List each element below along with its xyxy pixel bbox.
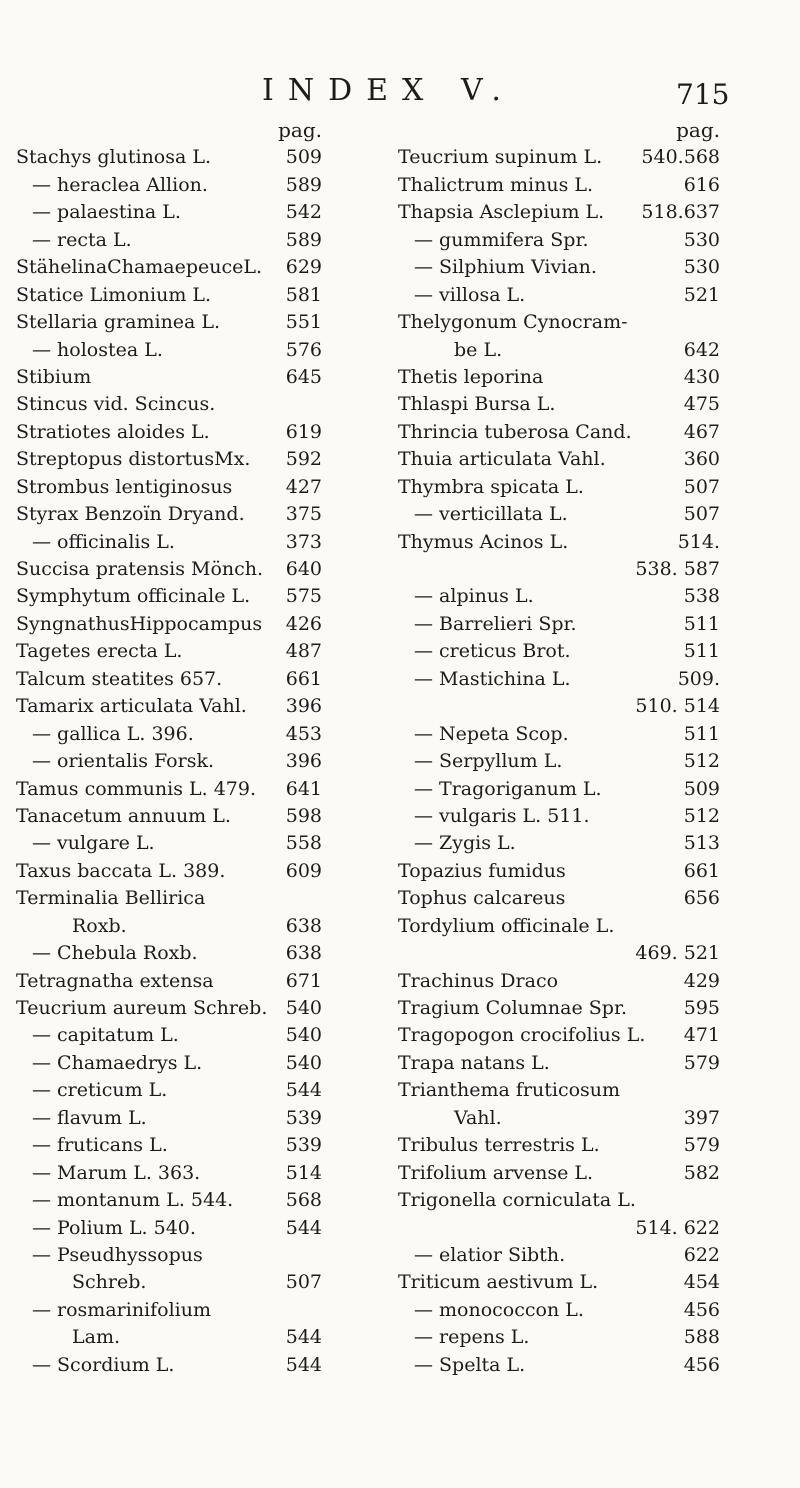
entry-page-ref: 656 — [683, 887, 720, 910]
entry-term: Thapsia Asclepium L. — [398, 201, 605, 224]
entry-page-ref: 540.568 — [641, 146, 720, 169]
entry-page-ref: 454 — [683, 1271, 720, 1294]
entry-term: — villosa L. — [414, 283, 526, 306]
entry-term: — flavum L. — [32, 1106, 147, 1129]
entry-term: Tophus calcareus — [398, 887, 566, 910]
index-entry — [16, 803, 322, 830]
index-entry — [16, 391, 322, 418]
entry-term: — Tragoriganum L. — [414, 777, 602, 800]
entry-term: — montanum L. 544. — [32, 1189, 234, 1212]
entry-page-ref: 589 — [285, 228, 322, 251]
index-entry — [16, 1215, 322, 1242]
index-entry — [398, 693, 720, 720]
index-entry — [16, 1022, 322, 1049]
page-number: 715 — [676, 78, 730, 111]
entry-page-ref: 609 — [285, 859, 322, 882]
entry-term: — fruticans L. — [32, 1134, 168, 1157]
index-entry — [398, 1050, 720, 1077]
entry-term: — creticum L. — [32, 1079, 168, 1102]
index-entry — [16, 1050, 322, 1077]
entry-page-ref: 456 — [683, 1353, 720, 1376]
entry-term: Trachinus Draco — [398, 969, 559, 992]
entry-page-ref: 540 — [285, 1024, 322, 1047]
entry-page-ref: 512 — [683, 750, 720, 773]
index-entry — [398, 1187, 720, 1214]
entry-term: be L. — [454, 338, 503, 361]
entry-page-ref: 510. 514 — [635, 695, 720, 718]
entry-term: — heraclea Allion. — [32, 173, 208, 196]
entry-page-ref: 581 — [285, 283, 322, 306]
entry-term: StähelinaChamaepeuceL. — [16, 256, 263, 279]
entry-term: Thymbra spicata L. — [398, 475, 584, 498]
index-entry — [16, 583, 322, 610]
entry-page-ref: 638 — [285, 914, 322, 937]
entry-term: Tanacetum annuum L. — [16, 804, 231, 827]
entry-page-ref: 521 — [683, 283, 720, 306]
index-entry — [16, 693, 322, 720]
index-entry — [16, 254, 322, 281]
entry-page-ref: 539 — [285, 1106, 322, 1129]
entry-page-ref: 396 — [285, 695, 322, 718]
entry-term: Stratiotes aloides L. — [16, 420, 210, 443]
entry-term: — vulgare L. — [32, 832, 155, 855]
entry-term: — holostea L. — [32, 338, 163, 361]
entry-term: — Serpyllum L. — [414, 750, 563, 773]
entry-page-ref: 661 — [683, 859, 720, 882]
index-entry — [398, 858, 720, 885]
index-entry — [16, 666, 322, 693]
index-entry — [16, 1105, 322, 1132]
index-entry — [398, 940, 720, 967]
index-entry — [16, 885, 322, 912]
index-entry — [398, 1215, 720, 1242]
running-head-title: INDEX V. — [262, 73, 515, 108]
entry-page-ref: 426 — [285, 612, 322, 635]
entry-page-ref: 511 — [683, 640, 720, 663]
index-entry — [16, 446, 322, 473]
entry-term: — rosmarinifolium — [32, 1298, 212, 1321]
index-entry — [16, 721, 322, 748]
entry-term: — palaestina L. — [32, 201, 181, 224]
index-entry — [16, 940, 322, 967]
index-entry — [16, 913, 322, 940]
entry-page-ref: 638 — [285, 942, 322, 965]
entry-page-ref: 582 — [683, 1161, 720, 1184]
entry-page-ref: 588 — [683, 1326, 720, 1349]
index-entry — [398, 309, 720, 336]
index-entry — [16, 309, 322, 336]
entry-page-ref: 671 — [285, 969, 322, 992]
entry-term: Statice Limonium L. — [16, 283, 212, 306]
entry-term: — alpinus L. — [414, 585, 534, 608]
entry-page-ref: 640 — [285, 558, 322, 580]
entry-page-ref: 598 — [285, 804, 322, 827]
entry-term: — orientalis Forsk. — [32, 750, 214, 773]
entry-page-ref: 487 — [285, 640, 322, 663]
index-entry — [398, 1324, 720, 1351]
entry-page-ref: 430 — [683, 365, 720, 388]
index-entry — [398, 172, 720, 199]
entry-term: — Zygis L. — [414, 832, 516, 855]
index-entry — [16, 419, 322, 446]
pag-label: pag. — [676, 118, 720, 142]
entry-term: Trifolium arvense L. — [398, 1161, 594, 1184]
entry-page-ref: 511 — [683, 612, 720, 635]
index-entry — [398, 199, 720, 226]
index-entry — [398, 666, 720, 693]
entry-term: Thuia articulata Vahl. — [398, 448, 606, 471]
index-entry — [398, 803, 720, 830]
entry-page-ref: 530 — [683, 228, 720, 251]
entry-term: Stachys glutinosa L. — [16, 146, 212, 169]
entry-term: Thelygonum Cynocram- — [398, 311, 628, 334]
entry-term: Strombus lentiginosus — [16, 475, 233, 498]
entry-page-ref: 540 — [285, 997, 322, 1019]
entry-term: — capitatum L. — [32, 1024, 179, 1047]
index-entry — [398, 529, 720, 556]
pag-label: pag. — [278, 118, 322, 142]
index-entry — [16, 995, 322, 1022]
index-entry — [398, 391, 720, 418]
index-entry — [398, 144, 720, 171]
entry-page-ref: 538. 587 — [635, 558, 720, 580]
index-entry — [398, 1022, 720, 1049]
entry-term: Tragopogon crocifolius L. — [398, 1024, 646, 1047]
index-entry — [398, 337, 720, 364]
entry-page-ref: 544 — [285, 1353, 322, 1376]
entry-term: Tordylium officinale L. — [398, 914, 615, 937]
entry-page-ref: 539 — [285, 1134, 322, 1157]
index-column-left — [16, 117, 322, 1379]
column-page-heading — [398, 117, 720, 144]
index-entry — [398, 583, 720, 610]
entry-term: — Silphium Vivian. — [414, 256, 597, 279]
entry-term: Styrax Benzoïn Dryand. — [16, 503, 245, 526]
entry-page-ref: 360 — [683, 448, 720, 471]
entry-term: Lam. — [72, 1326, 121, 1349]
index-entry — [16, 1242, 322, 1269]
index-entry — [16, 474, 322, 501]
entry-term: — gallica L. 396. — [32, 722, 194, 745]
entry-term: — recta L. — [32, 228, 132, 251]
entry-page-ref: 575 — [285, 585, 322, 608]
entry-term: Thlaspi Bursa L. — [398, 393, 556, 416]
index-entry — [16, 830, 322, 857]
entry-page-ref: 396 — [285, 750, 322, 773]
entry-term: Roxb. — [72, 914, 127, 937]
index-entry — [398, 830, 720, 857]
entry-term: Trianthema fruticosum — [398, 1079, 621, 1102]
column-page-heading — [16, 117, 322, 144]
entry-page-ref: 513 — [683, 832, 720, 855]
entry-term: — repens L. — [414, 1326, 530, 1349]
entry-page-ref: 469. 521 — [635, 942, 720, 965]
entry-page-ref: 579 — [683, 1134, 720, 1157]
entry-page-ref: 397 — [683, 1106, 720, 1129]
index-entry — [16, 748, 322, 775]
entry-page-ref: 544 — [285, 1079, 322, 1102]
index-column-right — [398, 117, 720, 1379]
entry-page-ref: 509 — [683, 777, 720, 800]
entry-page-ref: 622 — [683, 1243, 720, 1266]
entry-term: Tamus communis L. 479. — [16, 777, 257, 800]
entry-page-ref: 507 — [683, 475, 720, 498]
entry-term: Teucrium aureum Schreb. — [16, 997, 268, 1019]
index-entry — [16, 968, 322, 995]
entry-term: Triticum aestivum L. — [398, 1271, 599, 1294]
entry-term: Trigonella corniculata L. — [398, 1189, 636, 1212]
index-entry — [16, 556, 322, 583]
entry-page-ref: 540 — [285, 1051, 322, 1074]
entry-term: Tetragnatha extensa — [16, 969, 214, 992]
entry-term: — Spelta L. — [414, 1353, 526, 1376]
entry-page-ref: 645 — [285, 365, 322, 388]
entry-page-ref: 641 — [285, 777, 322, 800]
entry-term: — creticus Brot. — [414, 640, 571, 663]
entry-page-ref: 475 — [683, 393, 720, 416]
entry-page-ref: 592 — [285, 448, 322, 471]
entry-term: — Chebula Roxb. — [32, 942, 198, 965]
index-entry — [398, 1297, 720, 1324]
entry-term: Symphytum officinale L. — [16, 585, 251, 608]
index-entry — [398, 501, 720, 528]
index-entry — [398, 611, 720, 638]
index-entry — [398, 364, 720, 391]
index-entry — [16, 364, 322, 391]
index-entry — [16, 858, 322, 885]
entry-term: Talcum steatites 657. — [16, 667, 223, 690]
index-entry — [398, 1160, 720, 1187]
entry-page-ref: 518.637 — [641, 201, 720, 224]
index-entry — [16, 638, 322, 665]
entry-page-ref: 568 — [285, 1189, 322, 1212]
index-entry — [398, 1105, 720, 1132]
entry-term: — Polium L. 540. — [32, 1216, 196, 1239]
entry-page-ref: 514 — [285, 1161, 322, 1184]
entry-page-ref: 619 — [285, 420, 322, 443]
index-entry — [16, 172, 322, 199]
index-entry — [16, 199, 322, 226]
entry-page-ref: 507 — [683, 503, 720, 526]
entry-page-ref: 514. 622 — [635, 1216, 720, 1239]
entry-page-ref: 509. — [677, 667, 720, 690]
index-entry — [16, 501, 322, 528]
index-entry — [16, 282, 322, 309]
entry-page-ref: 595 — [683, 997, 720, 1019]
entry-term: Taxus baccata L. 389. — [16, 859, 226, 882]
entry-term: Tagetes erecta L. — [16, 640, 183, 663]
entry-term: — Nepeta Scop. — [414, 722, 569, 745]
entry-page-ref: 544 — [285, 1216, 322, 1239]
entry-page-ref: 616 — [683, 173, 720, 196]
index-entry — [398, 474, 720, 501]
entry-term: — vulgaris L. 511. — [414, 804, 590, 827]
entry-page-ref: 375 — [285, 503, 322, 526]
index-entry — [398, 1242, 720, 1269]
entry-page-ref: 538 — [683, 585, 720, 608]
entry-page-ref: 629 — [285, 256, 322, 279]
index-entry — [398, 227, 720, 254]
index-entry — [398, 446, 720, 473]
entry-term: Schreb. — [72, 1271, 147, 1294]
entry-term: — Chamaedrys L. — [32, 1051, 203, 1074]
index-entry — [16, 611, 322, 638]
index-entry — [398, 913, 720, 940]
entry-term: Teucrium supinum L. — [398, 146, 603, 169]
entry-term: — gummifera Spr. — [414, 228, 589, 251]
entry-page-ref: 507 — [285, 1271, 322, 1294]
entry-term: Succisa pratensis Mönch. — [16, 558, 264, 580]
entry-page-ref: 551 — [285, 311, 322, 334]
index-entry — [16, 227, 322, 254]
entry-term: — elatior Sibth. — [414, 1243, 566, 1266]
index-entry — [16, 337, 322, 364]
entry-term: Topazius fumidus — [398, 859, 566, 882]
index-entry — [398, 1132, 720, 1159]
index-entry — [16, 1132, 322, 1159]
entry-page-ref: 558 — [285, 832, 322, 855]
entry-term: Thetis leporina — [398, 365, 544, 388]
index-entry — [398, 419, 720, 446]
entry-page-ref: 471 — [683, 1024, 720, 1047]
index-entry — [398, 556, 720, 583]
index-entry — [398, 1077, 720, 1104]
entry-term: Stellaria graminea L. — [16, 311, 221, 334]
entry-term: Tamarix articulata Vahl. — [16, 695, 247, 718]
index-entry — [398, 968, 720, 995]
entry-term: — Barrelieri Spr. — [414, 612, 577, 635]
entry-page-ref: 456 — [683, 1298, 720, 1321]
entry-page-ref: 512 — [683, 804, 720, 827]
entry-page-ref: 530 — [683, 256, 720, 279]
entry-term: Thrincia tuberosa Cand. — [398, 420, 632, 443]
index-entry — [16, 776, 322, 803]
entry-term: — monococcon L. — [414, 1298, 584, 1321]
entry-page-ref: 542 — [285, 201, 322, 224]
index-entry — [398, 885, 720, 912]
entry-term: Vahl. — [454, 1106, 502, 1129]
entry-page-ref: 661 — [285, 667, 322, 690]
entry-term: — officinalis L. — [32, 530, 175, 553]
index-entry — [16, 1352, 322, 1379]
index-entry — [398, 1269, 720, 1296]
entry-term: Tribulus terrestris L. — [398, 1134, 600, 1157]
entry-page-ref: 579 — [683, 1051, 720, 1074]
entry-term: — verticillata L. — [414, 503, 568, 526]
index-entry — [16, 1160, 322, 1187]
index-entry — [16, 529, 322, 556]
entry-term: Tragium Columnae Spr. — [398, 997, 627, 1019]
entry-page-ref: 427 — [285, 475, 322, 498]
index-entry — [398, 638, 720, 665]
index-entry — [398, 995, 720, 1022]
index-entry — [16, 1077, 322, 1104]
index-entry — [398, 721, 720, 748]
entry-term: — Mastichina L. — [414, 667, 571, 690]
index-entry — [398, 748, 720, 775]
index-entry — [398, 1352, 720, 1379]
index-entry — [16, 1297, 322, 1324]
entry-term: Streptopus distortusMx. — [16, 448, 251, 471]
running-header — [0, 74, 800, 114]
entry-term: SyngnathusHippocampus — [16, 612, 263, 635]
entry-term: — Pseudhyssopus — [32, 1243, 203, 1266]
entry-page-ref: 429 — [683, 969, 720, 992]
index-entry — [16, 1324, 322, 1351]
entry-page-ref: 576 — [285, 338, 322, 361]
entry-page-ref: 511 — [683, 722, 720, 745]
entry-page-ref: 544 — [285, 1326, 322, 1349]
entry-term: — Scordium L. — [32, 1353, 175, 1376]
entry-term: Terminalia Bellirica — [16, 887, 206, 910]
index-entry — [16, 1187, 322, 1214]
entry-page-ref: 467 — [683, 420, 720, 443]
index-entry — [398, 282, 720, 309]
index-entry — [16, 1269, 322, 1296]
entry-term: Trapa natans L. — [398, 1051, 550, 1074]
entry-page-ref: 373 — [285, 530, 322, 553]
entry-term: Thymus Acinos L. — [398, 530, 569, 553]
entry-term: Thalictrum minus L. — [398, 173, 594, 196]
index-entry — [398, 254, 720, 281]
index-entry — [16, 144, 322, 171]
entry-term: Stincus vid. Scincus. — [16, 393, 216, 416]
entry-page-ref: 589 — [285, 173, 322, 196]
entry-page-ref: 453 — [285, 722, 322, 745]
entry-page-ref: 509 — [285, 146, 322, 169]
entry-term: — Marum L. 363. — [32, 1161, 201, 1184]
index-entry — [398, 776, 720, 803]
entry-term: Stibium — [16, 365, 92, 388]
entry-page-ref: 514. — [677, 530, 720, 553]
entry-page-ref: 642 — [683, 338, 720, 361]
